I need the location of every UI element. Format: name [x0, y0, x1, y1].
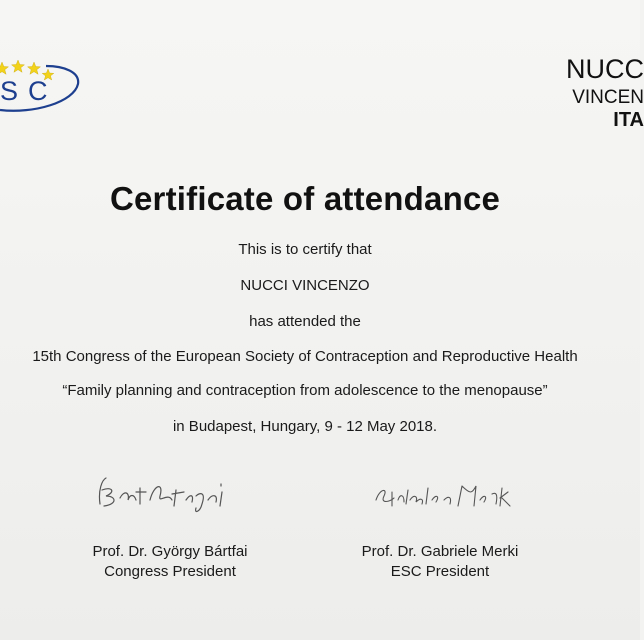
recipient-block: [566, 54, 644, 132]
attended-text: has attended the: [249, 313, 361, 330]
place-and-date: in Budapest, Hungary, 9 - 12 May 2018.: [172, 418, 438, 435]
congress-theme: “Family planning and contraception from adolescence to the menopause”: [62, 382, 548, 399]
signatory-right-name: Prof. Dr. Gabriele Merki: [361, 543, 519, 560]
certificate-title: Certificate of attendance: [109, 180, 501, 217]
signatory-left-role: Congress President: [104, 563, 236, 580]
recipient-country: ITA: [613, 108, 644, 131]
esc-logo-text: SC: [0, 76, 58, 106]
recipient-name: NUCC: [566, 54, 644, 84]
congress-name: 15th Congress of the European Society of Contraception and Reproductive Health: [32, 348, 578, 365]
recipient-line2: VINCEN: [572, 87, 644, 109]
signatory-right-role: ESC President: [390, 563, 490, 580]
certify-text: This is to certify that: [238, 241, 372, 258]
signatory-left: [60, 542, 280, 582]
signature-right-icon: [370, 476, 520, 516]
attendee-name: NUCCI VINCENZO: [240, 277, 370, 294]
signature-left-icon: [90, 470, 240, 520]
signatory-right: [330, 542, 550, 582]
signatory-left-name: Prof. Dr. György Bártfai: [92, 543, 248, 560]
